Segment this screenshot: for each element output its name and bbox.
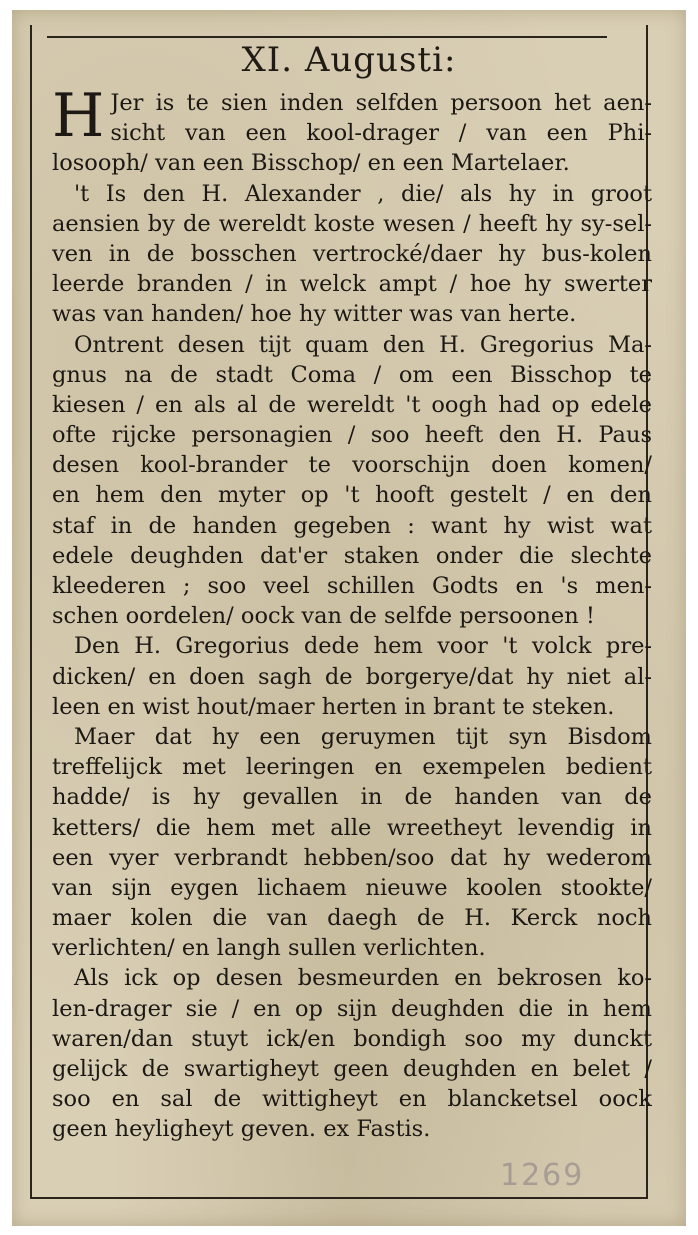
text-line: desen kool-brander te voorschijn doen komen/ [52, 452, 652, 479]
text-line: 't Is den H. Alexander , die/ als hy in groot [74, 180, 652, 207]
text-line: kiesen / en als al de wereldt 't oogh had op edele [52, 391, 652, 418]
text-line: ketters/ die hem met alle wreetheyt levendig in [52, 814, 652, 841]
text-line: schen oordelen/ oock van de selfde persoonen ! [52, 603, 595, 630]
text-line: staf in de handen gegeben : want hy wist wat [52, 512, 652, 539]
text-line: Als ick op desen besmeurden en bekrosen ko- [74, 965, 652, 992]
drop-capital: H [52, 81, 105, 151]
text-line: ven in de bosschen vertrocké/daer hy bus-kolen [52, 240, 652, 267]
text-line: aensien by de wereldt koste wesen / heeft hy sy-sel- [52, 210, 652, 237]
text-line: gnus na de stadt Coma / om een Bisschop te [52, 361, 652, 388]
text-line: edele deughden dat'er staken onder die slechte [52, 542, 652, 569]
text-line: kleederen ; soo veel schillen Godts en 's men- [52, 573, 652, 599]
text-line: Jer is te sien inden selfden persoon het aen- [110, 90, 652, 116]
body-text [52, 81, 652, 1145]
text-line: sicht van een kool-drager / van een Phi- [110, 120, 652, 147]
text-line: van sijn eygen lichaem nieuwe koolen stookte/ [52, 874, 652, 901]
text-line: maer kolen die van daegh de H. Kerck noch [52, 905, 652, 932]
top-rule [47, 36, 607, 38]
text-line: leen en wist hout/maer herten in brant te steken. [52, 693, 615, 720]
text-line: hadde/ is hy gevallen in de handen van de [52, 784, 652, 811]
text-line: leerde branden / in welck ampt / hoe hy swerter [52, 271, 652, 298]
text-line: len-drager sie / en op sijn deughden die in hem [52, 995, 652, 1022]
text-line: dicken/ en doen sagh de borgerye/dat hy niet al- [52, 663, 652, 690]
text-line: geen heyligheyt geven. ex Fastis. [52, 1116, 431, 1143]
pencil-inventory-number: 1269 [500, 1158, 585, 1193]
text-line: een vyer verbrandt hebben/soo dat hy wederom [52, 844, 652, 871]
text-line: Maer dat hy een geruymen tijt syn Bisdom [74, 723, 652, 750]
text-line: treffelijck met leeringen en exempelen bedient [52, 754, 652, 781]
text-line: was van handen/ hoe hy witter was van herte. [52, 301, 577, 328]
page-title: XI. Augusti: [241, 40, 457, 80]
text-line: losooph/ van een Bisschop/ en een Martelaer. [52, 150, 570, 177]
text-line: Den H. Gregorius dede hem voor 't volck pre- [74, 633, 652, 660]
text-line: gelijck de swartigheyt geen deughden en belet / [52, 1056, 652, 1082]
text-line: Ontrent desen tijt quam den H. Gregorius Ma- [74, 331, 652, 358]
text-line: ofte rijcke personagien / soo heeft den H. Paus [52, 422, 652, 449]
text-line: soo en sal de wittigheyt en blancketsel oock [52, 1086, 652, 1113]
text-line: en hem den myter op 't hooft gestelt / en den [52, 482, 652, 509]
text-line: waren/dan stuyt ick/en bondigh soo my dunckt [52, 1025, 652, 1052]
text-line: verlichten/ en langh sullen verlichten. [52, 935, 486, 962]
